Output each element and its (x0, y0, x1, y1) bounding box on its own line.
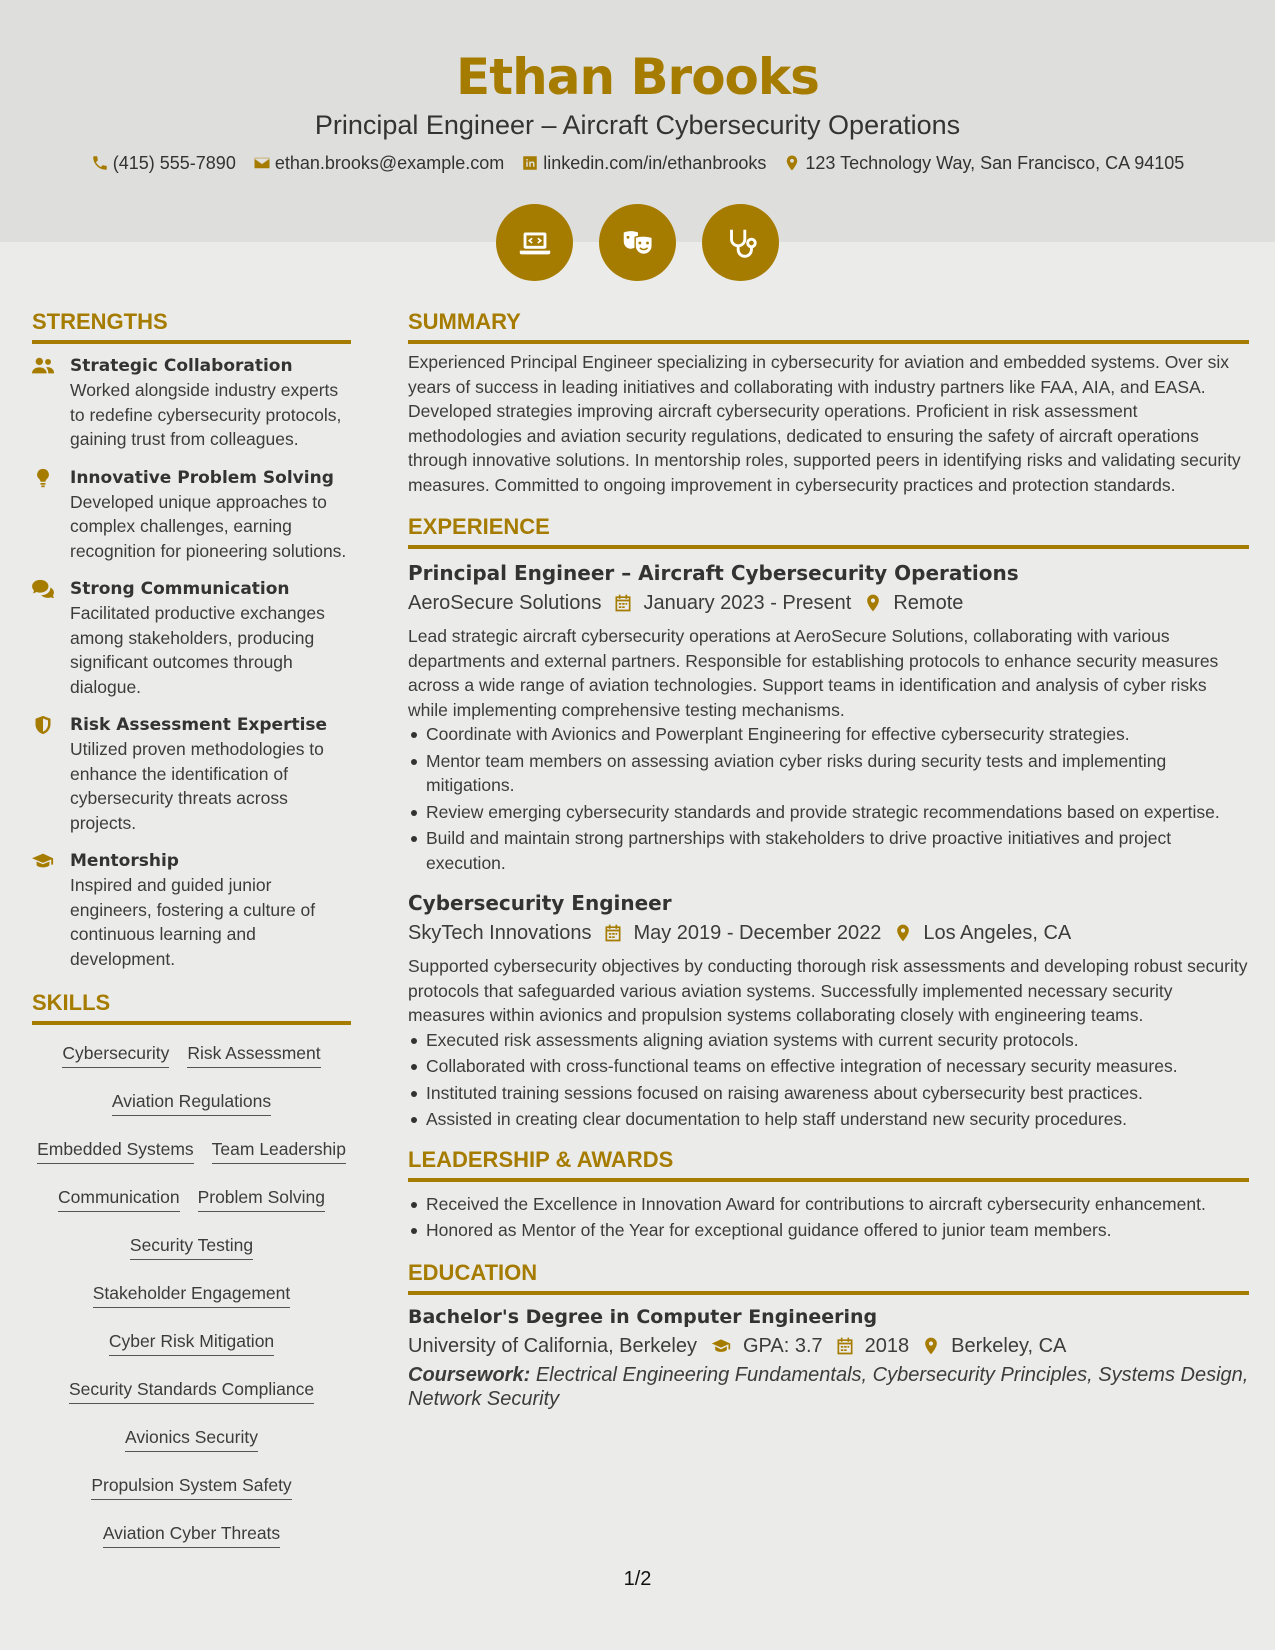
skill-tag: Security Standards Compliance (69, 1371, 314, 1404)
graduation-year: 2018 (864, 1334, 910, 1357)
job-bullets (408, 1028, 1249, 1132)
job-entry (408, 559, 1249, 875)
skill-tag: Aviation Cyber Threats (103, 1515, 280, 1548)
education-heading: EDUCATION (408, 1259, 1249, 1295)
envelope-icon (253, 154, 271, 172)
skill-tag: Stakeholder Engagement (93, 1275, 291, 1308)
skill-tag: Aviation Regulations (112, 1083, 271, 1116)
page-number: 1/2 (623, 1568, 652, 1590)
job-bullet: Build and maintain strong partnerships with stakeholders to drive proactive initiatives and project execution. (426, 826, 1249, 875)
masks-theater-icon (599, 204, 676, 281)
skills-heading: SKILLS (32, 989, 351, 1025)
contact-location (783, 151, 1184, 175)
job-title: Principal Engineer – Aircraft Cybersecurity Operations (408, 561, 1019, 585)
calendar-icon (603, 923, 623, 943)
strengths-list (32, 354, 351, 971)
phone-text: (415) 555-7890 (112, 153, 236, 173)
job-bullet: Assisted in creating clear documentation to help staff understand new security procedures. (426, 1107, 1249, 1132)
skill-tag: Risk Assessment (187, 1035, 320, 1068)
headline: Principal Engineer – Aircraft Cybersecurity Operations (314, 110, 961, 140)
strengths-heading: STRENGTHS (32, 308, 351, 344)
shield-icon (32, 713, 56, 835)
strength-item (32, 713, 351, 835)
job-description: Supported cybersecurity objectives by conducting thorough risk assessments and developing robust security protocols that safeguarded various aviation systems. Successfully implemented necessary security measures within avionics and propulsion systems collaborating closely with engineering teams. (408, 956, 1248, 1025)
summary-text: Experienced Principal Engineer specializing in cybersecurity for aviation and embedded systems. Over six years of success in leading initiatives and collaborating with industry partners like FAA, AIA, and EASA. Developed strategies improving aircraft cybersecurity operations. Proficient in risk assessment methodologies and aviation security regulations, dedicated to ensuring the safety of aircraft operations through innovative solutions. In mentorship roles, supported peers in identifying risks and validating security measures. Committed to ongoing improvement in cybersecurity practices and protection standards. (408, 352, 1241, 495)
map-marker-icon (921, 1336, 941, 1356)
map-marker-icon (893, 923, 913, 943)
strength-title: Risk Assessment Expertise (70, 715, 328, 735)
email-text: ethan.brooks@example.com (274, 153, 505, 173)
comments-icon (32, 577, 56, 699)
skill-tag: Embedded Systems (37, 1131, 194, 1164)
skill-tag: Propulsion System Safety (91, 1467, 291, 1500)
contact-linkedin[interactable] (521, 151, 766, 175)
job-bullet: Review emerging cybersecurity standards and provide strategic recommendations based on expertise. (426, 800, 1249, 825)
contact-phone[interactable] (91, 151, 236, 175)
left-column (32, 308, 351, 1563)
job-location: Los Angeles, CA (923, 922, 1072, 944)
skill-tag: Avionics Security (125, 1419, 258, 1452)
interest-icons (0, 204, 1275, 281)
strength-desc: Inspired and guided junior engineers, fostering a culture of continuous learning and development. (70, 875, 316, 969)
award-item: Received the Excellence in Innovation Award for contributions to aircraft cybersecurity enhancement. (426, 1192, 1249, 1217)
job-bullet: Instituted training sessions focused on raising awareness about cybersecurity best practices. (426, 1081, 1249, 1106)
strength-desc: Utilized proven methodologies to enhance the identification of cybersecurity threats across projects. (70, 739, 324, 833)
skill-tag: Cybersecurity (62, 1035, 169, 1068)
award-item: Honored as Mentor of the Year for exceptional guidance offered to junior team members. (426, 1218, 1249, 1243)
strength-desc: Facilitated productive exchanges among stakeholders, producing significant outcomes through dialogue. (70, 603, 325, 697)
job-dates: May 2019 - December 2022 (633, 922, 882, 944)
strength-item (32, 466, 351, 564)
users-icon (32, 354, 56, 452)
candidate-name: Ethan Brooks (456, 48, 819, 106)
experience-list (408, 559, 1249, 1132)
leadership-list (408, 1192, 1249, 1243)
phone-icon (91, 154, 109, 172)
right-column (408, 308, 1249, 1412)
strength-title: Strategic Collaboration (70, 356, 293, 376)
skill-tag: Cyber Risk Mitigation (109, 1323, 274, 1356)
map-marker-icon (863, 593, 883, 613)
strength-desc: Developed unique approaches to complex challenges, earning recognition for pioneering solutions. (70, 491, 347, 561)
coursework-label: Coursework: (408, 1363, 531, 1386)
skill-tag: Security Testing (130, 1227, 253, 1260)
graduation-cap-icon (709, 1336, 733, 1356)
skill-tag: Communication (58, 1179, 180, 1212)
experience-heading: EXPERIENCE (408, 513, 1249, 549)
map-marker-icon (783, 154, 801, 172)
laptop-code-icon (496, 204, 573, 281)
strength-title: Strong Communication (70, 579, 290, 599)
skill-tag: Problem Solving (198, 1179, 325, 1212)
coursework-list: Electrical Engineering Fundamentals, Cybersecurity Principles, Systems Design, Network Security (408, 1363, 1249, 1410)
company-name: AeroSecure Solutions (408, 592, 602, 614)
job-entry (408, 889, 1249, 1132)
education-location: Berkeley, CA (951, 1334, 1067, 1357)
graduation-cap-icon (32, 849, 56, 971)
skill-tag: Team Leadership (212, 1131, 346, 1164)
stethoscope-icon (702, 204, 779, 281)
education-meta (408, 1331, 1249, 1361)
strength-title: Mentorship (70, 851, 179, 871)
skills-list (32, 1035, 351, 1563)
linkedin-icon (521, 154, 539, 172)
strength-desc: Worked alongside industry experts to redefine cybersecurity protocols, gaining trust from colleagues. (70, 380, 342, 449)
coursework (408, 1363, 1249, 1412)
strength-item (32, 849, 351, 971)
calendar-icon (613, 593, 633, 613)
job-bullet: Mentor team members on assessing aviation cyber risks during security tests and implementing mitigations. (426, 749, 1249, 798)
job-meta (408, 588, 1249, 618)
school-name: University of California, Berkeley (408, 1334, 697, 1357)
strength-item (32, 577, 351, 699)
strength-item (32, 354, 351, 452)
job-location: Remote (893, 592, 964, 614)
summary-heading: SUMMARY (408, 308, 1249, 344)
job-meta (408, 918, 1249, 948)
contact-email[interactable] (253, 151, 504, 175)
contact-row (0, 151, 1275, 175)
location-text: 123 Technology Way, San Francisco, CA 94105 (805, 153, 1185, 173)
job-bullet: Executed risk assessments aligning aviation systems with current security protocols. (426, 1028, 1249, 1053)
lightbulb-icon (32, 466, 56, 564)
leadership-heading: LEADERSHIP & AWARDS (408, 1146, 1249, 1182)
job-bullet: Collaborated with cross-functional teams on effective integration of necessary security measures. (426, 1054, 1249, 1079)
linkedin-text: linkedin.com/in/ethanbrooks (543, 153, 767, 173)
strength-title: Innovative Problem Solving (70, 467, 334, 488)
job-bullet: Coordinate with Avionics and Powerplant Engineering for effective cybersecurity strategies. (426, 722, 1249, 747)
gpa-text: GPA: 3.7 (743, 1334, 823, 1357)
job-bullets (408, 722, 1249, 875)
job-dates: January 2023 - Present (643, 592, 852, 614)
degree-title: Bachelor's Degree in Computer Engineering (408, 1305, 878, 1328)
job-description: Lead strategic aircraft cybersecurity operations at AeroSecure Solutions, collaborating with various departments and external partners. Responsible for establishing protocols to enhance security measures across a wide range of aviation technologies. Support teams in identification and analysis of cyber risks while implementing comprehensive testing mechanisms. (408, 626, 1219, 720)
calendar-icon (835, 1336, 855, 1356)
job-title: Cybersecurity Engineer (408, 891, 672, 915)
company-name: SkyTech Innovations (408, 922, 592, 944)
